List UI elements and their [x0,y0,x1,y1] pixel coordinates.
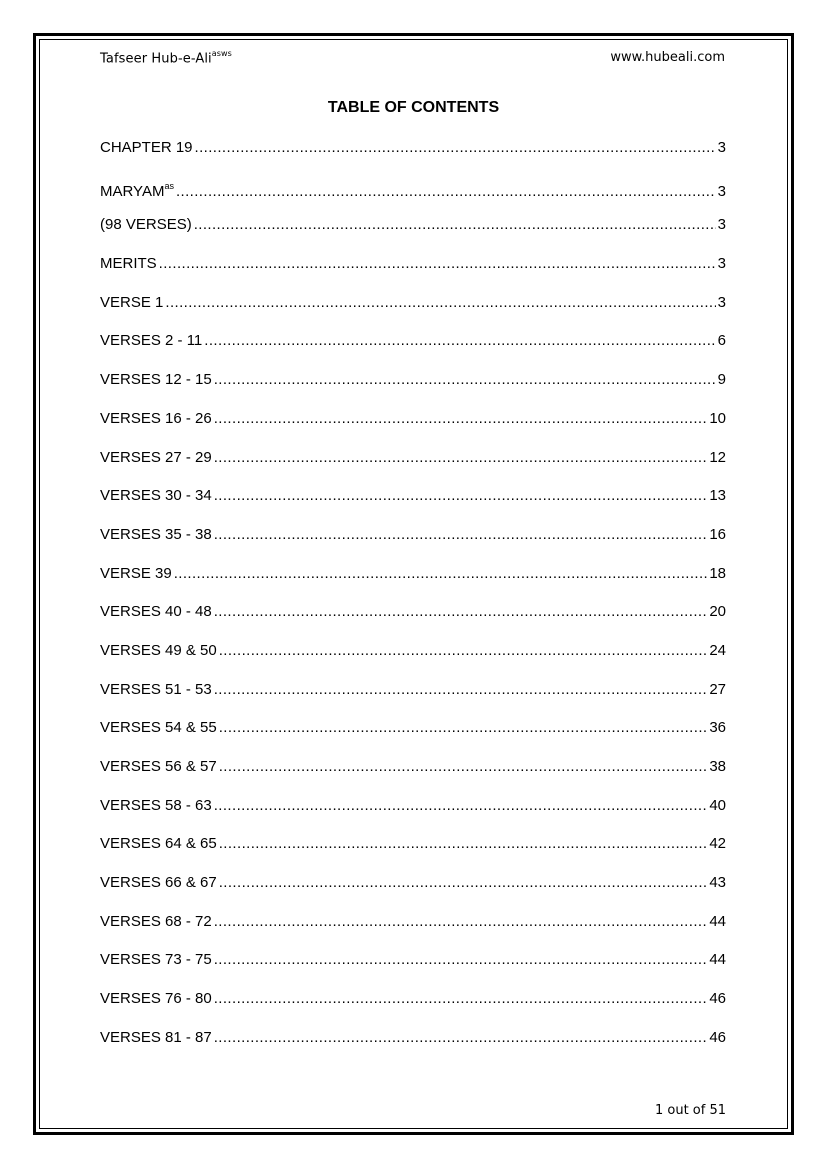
toc-entry-page-number: 43 [709,874,726,892]
toc-entry-label [100,795,212,817]
toc-dot-leader [219,756,708,778]
toc-entry-label-text: VERSE 1 [100,293,164,311]
toc-entry-page-number: 36 [709,719,726,737]
toc-entry-label [100,447,212,469]
toc-entry-label-text: VERSES 58 - 63 [100,796,212,814]
toc-entry[interactable] [100,524,726,563]
toc-entry-label-text: VERSES 49 & 50 [100,641,217,659]
toc-dot-leader [214,485,708,507]
toc-dot-leader [214,408,708,430]
toc-entry-label [100,253,157,275]
toc-entry[interactable] [100,756,726,795]
toc-dot-leader [219,717,708,739]
toc-entry-page-number: 13 [709,487,726,505]
toc-entry-page-number: 46 [709,990,726,1008]
toc-entry-label-text: VERSES 68 - 72 [100,912,212,930]
toc-entry-page-number: 3 [717,216,726,234]
toc-entry-label [100,833,217,855]
toc-dot-leader [219,872,708,894]
toc-dot-leader [159,253,716,275]
toc-dot-leader [214,795,708,817]
toc-entry-page-number: 27 [709,680,726,698]
header-book-title-superscript: asws [211,49,232,58]
page-number: 1 out of 51 [654,1103,726,1118]
toc-entry-label-superscript: as [164,180,174,191]
toc-entry-page-number: 9 [717,371,726,389]
toc-dot-leader [214,988,708,1010]
toc-entry[interactable] [100,563,726,602]
toc-entry-label-text: VERSE 39 [100,564,172,582]
header-book-title [100,50,232,66]
table-of-contents [100,137,726,1066]
toc-entry-page-number: 12 [709,448,726,466]
toc-dot-leader [219,640,708,662]
toc-dot-leader [214,369,716,391]
toc-entry-page-number: 3 [717,182,726,200]
toc-entry-label-text: VERSES 73 - 75 [100,951,212,969]
toc-entry-label-text: VERSES 56 & 57 [100,758,217,775]
toc-entry-label-text: VERSES 81 - 87 [100,1028,212,1046]
toc-dot-leader [194,214,716,236]
toc-entry-label [100,292,163,314]
toc-dot-leader [214,679,708,701]
toc-entry-label-text: VERSES 35 - 38 [100,525,212,543]
header-book-title-text: Tafseer Hub-e-Ali [100,51,212,67]
toc-dot-leader [195,137,716,159]
toc-entry-page-number: 46 [709,1028,726,1046]
toc-entry-label-text: (98 VERSES) [100,216,192,234]
toc-dot-leader [214,524,708,546]
toc-entry[interactable] [100,369,726,408]
toc-entry-label [100,640,217,662]
toc-entry-label-text: VERSES 54 & 55 [100,719,217,737]
toc-entry[interactable] [100,795,726,834]
toc-entry-label [100,872,217,894]
toc-entry-label-text: VERSES 76 - 80 [100,990,212,1008]
toc-entry-label [100,679,212,701]
toc-entry[interactable] [100,911,726,950]
toc-entry-label [100,176,174,203]
page-title: TABLE OF CONTENTS [327,99,500,116]
toc-entry-label-text: MERITS [100,255,157,273]
toc-entry[interactable] [100,214,726,253]
toc-dot-leader [204,330,715,352]
toc-dot-leader [165,292,715,314]
toc-entry[interactable] [100,447,726,486]
toc-entry-page-number: 16 [709,525,726,543]
toc-entry-label [100,988,212,1010]
toc-dot-leader [214,949,708,971]
toc-entry[interactable] [100,1027,726,1066]
toc-entry-label [100,756,217,778]
toc-entry[interactable] [100,949,726,988]
toc-entry-page-number: 24 [709,641,726,659]
toc-entry-page-number: 44 [709,912,726,930]
toc-dot-leader [214,911,708,933]
toc-entry[interactable] [100,408,726,447]
toc-entry-page-number: 20 [709,603,726,621]
toc-entry-page-number: 3 [717,255,726,273]
toc-entry[interactable] [100,601,726,640]
toc-entry-label-text: VERSES 2 - 11 [100,332,203,350]
toc-entry-page-number: 3 [717,139,726,156]
header-website[interactable]: www.hubeali.com [610,50,725,65]
toc-dot-leader [219,833,708,855]
toc-entry-label [100,369,212,391]
toc-entry-page-number: 42 [709,835,726,853]
toc-entry[interactable] [100,988,726,1027]
toc-entry[interactable] [100,176,726,215]
toc-entry-label [100,524,212,546]
toc-entry-page-number: 3 [717,293,726,311]
toc-entry-label [100,1027,212,1049]
toc-entry-label [100,485,212,507]
toc-entry-label-text: VERSES 30 - 34 [100,487,212,505]
toc-entry-label [100,949,212,971]
toc-dot-leader [214,447,708,469]
toc-entry[interactable] [100,485,726,524]
toc-entry-label-text: VERSES 66 & 67 [100,874,217,892]
toc-entry-label [100,408,212,430]
toc-entry[interactable] [100,872,726,911]
toc-entry-label-text: VERSES 51 - 53 [100,680,212,698]
toc-dot-leader [174,563,708,585]
toc-entry-label-text: VERSES 40 - 48 [100,603,212,621]
toc-entry-label [100,911,212,933]
toc-entry-label [100,717,217,739]
toc-dot-leader [214,1027,708,1049]
toc-dot-leader [214,601,708,623]
toc-entry-label-text: VERSES 64 & 65 [100,835,217,853]
toc-dot-leader [176,181,716,203]
toc-entry-page-number: 40 [709,796,726,814]
toc-entry-page-number: 38 [709,758,726,775]
toc-entry-label [100,601,212,623]
toc-entry[interactable] [100,640,726,679]
toc-entry[interactable] [100,679,726,718]
toc-entry-label [100,214,192,236]
toc-entry-label-text: MARYAM [100,182,165,200]
toc-entry-label [100,137,193,159]
toc-entry[interactable] [100,717,726,756]
toc-entry[interactable] [100,137,726,176]
toc-entry[interactable] [100,253,726,292]
toc-entry-page-number: 44 [709,951,726,969]
toc-entry[interactable] [100,292,726,331]
toc-entry-page-number: 6 [717,332,726,350]
toc-entry[interactable] [100,330,726,369]
toc-entry-label-text: VERSES 12 - 15 [100,371,212,389]
toc-entry-label-text: VERSES 27 - 29 [100,448,212,466]
toc-entry-page-number: 10 [709,409,726,427]
toc-entry-label-text: VERSES 16 - 26 [100,409,212,427]
toc-entry-label [100,563,172,585]
toc-entry-page-number: 18 [709,564,726,582]
toc-entry-label [100,330,202,352]
toc-entry[interactable] [100,833,726,872]
toc-entry-label-text: CHAPTER 19 [100,139,193,156]
